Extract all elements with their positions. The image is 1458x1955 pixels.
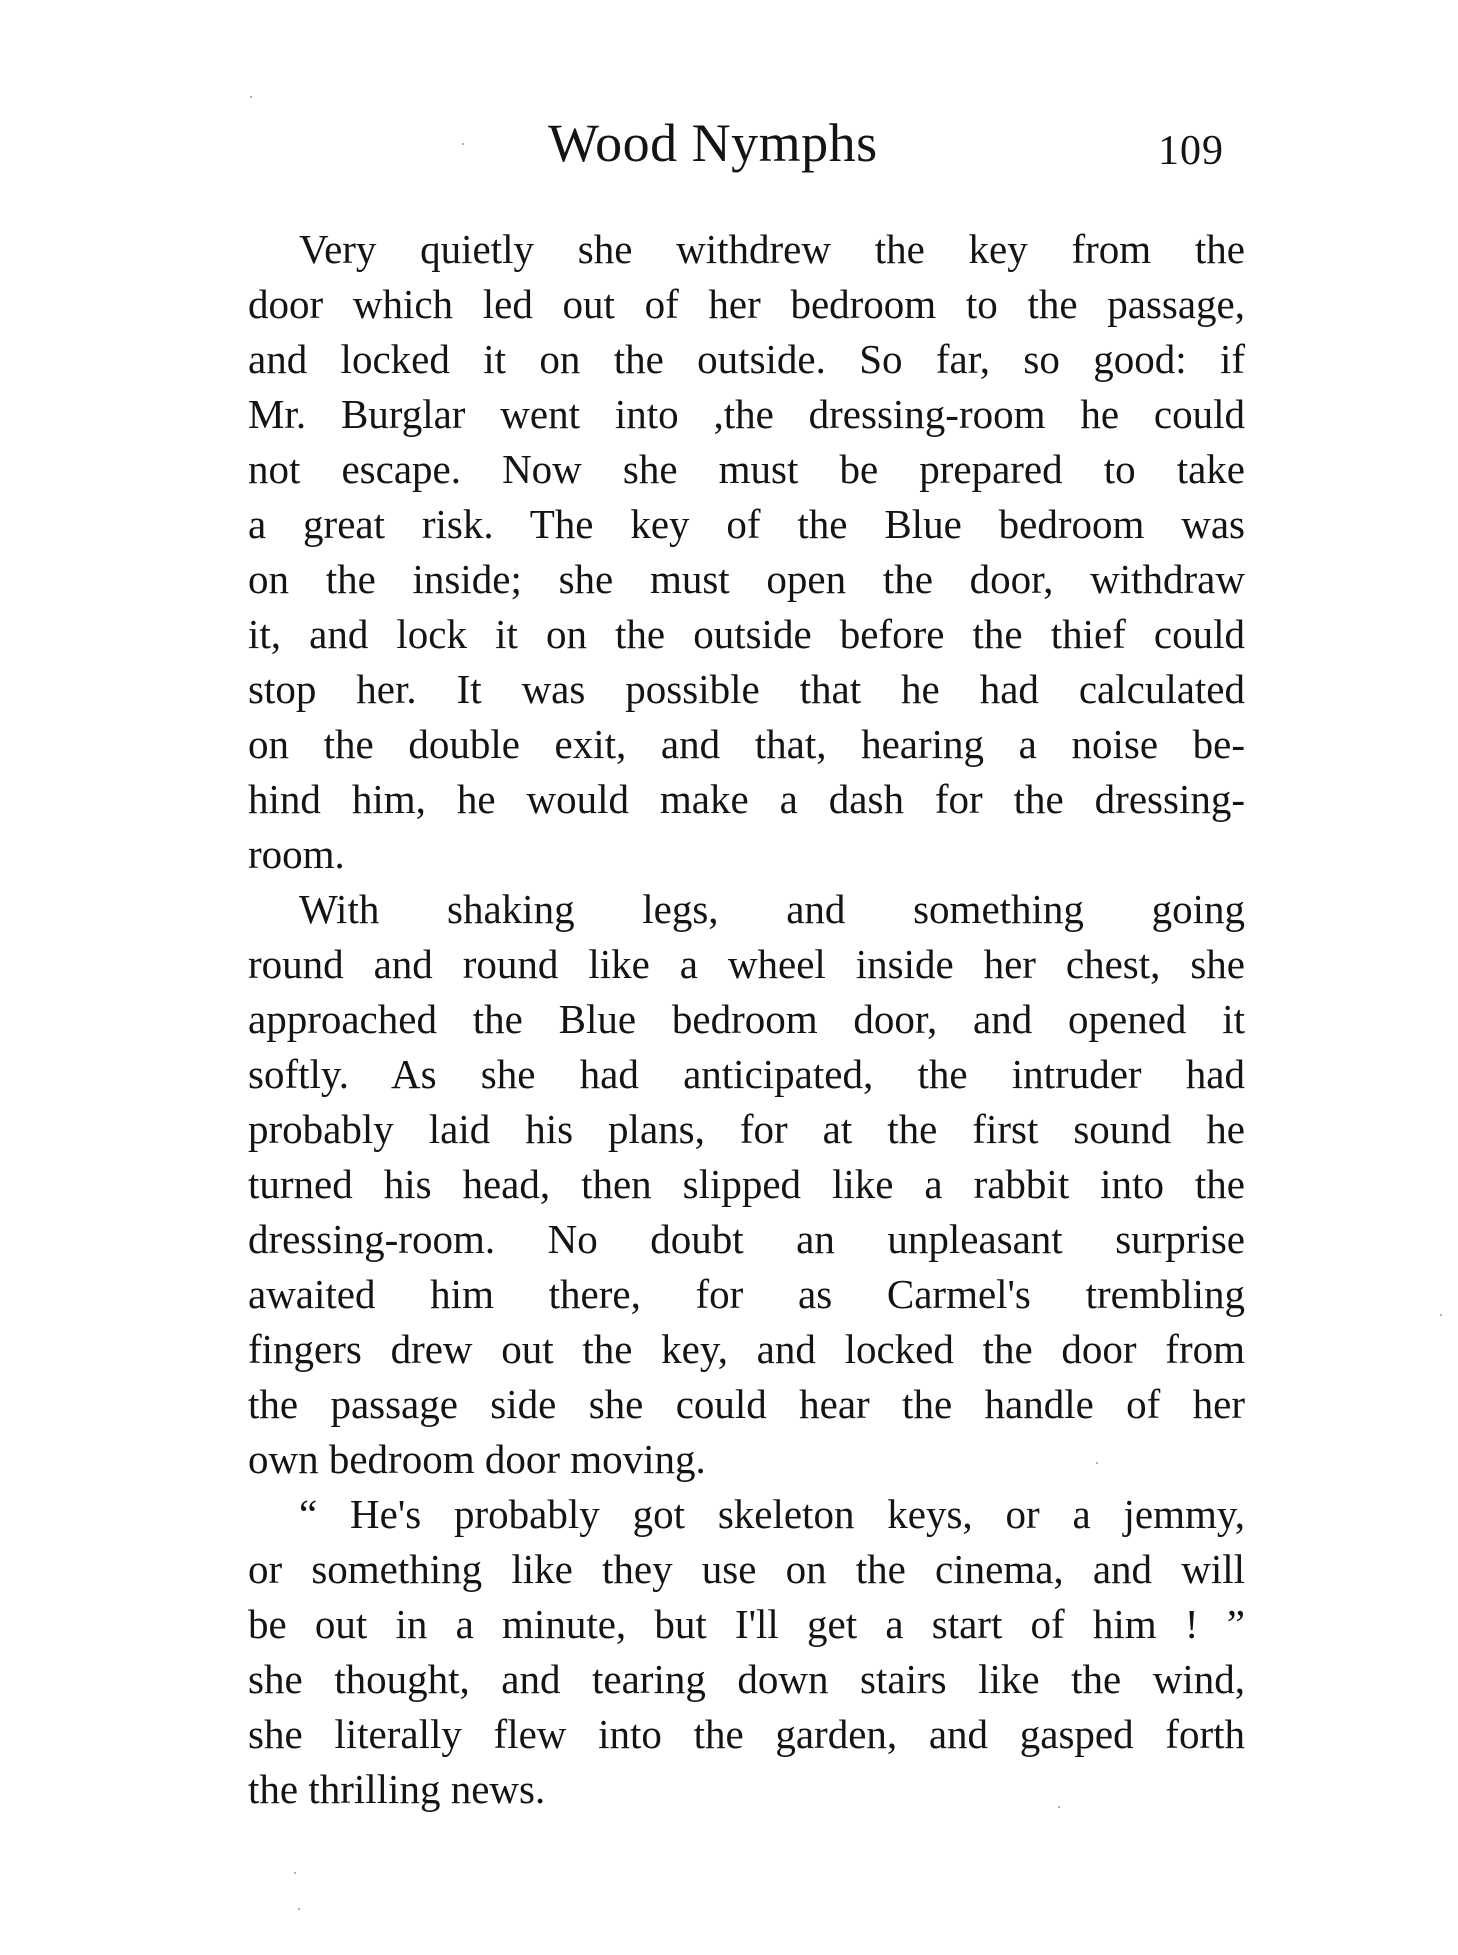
text-line: approached the Blue bedroom door, and opened it: [248, 996, 1245, 1042]
scan-speck: [462, 143, 464, 145]
text-line: a great risk. The key of the Blue bedroom was: [248, 501, 1245, 547]
scan-speck: [1440, 1314, 1442, 1316]
paragraph-1: [248, 222, 1245, 882]
text-line: hind him, he would make a dash for the dressing-: [248, 776, 1245, 822]
text-line: room.: [248, 831, 345, 877]
page-number: 109: [1158, 128, 1224, 174]
paragraph-3: [248, 1487, 1245, 1817]
text-line: stop her. It was possible that he had calculated: [248, 666, 1245, 712]
text-line: “ He's probably got skeleton keys, or a jemmy,: [299, 1491, 1245, 1537]
text-line: dressing-room. No doubt an unpleasant surprise: [248, 1216, 1245, 1262]
text-line: With shaking legs, and something going: [299, 886, 1245, 932]
text-line: the passage side she could hear the handle of her: [248, 1381, 1245, 1427]
text-line: on the double exit, and that, hearing a noise be-: [248, 721, 1245, 767]
text-line: the thrilling news.: [248, 1766, 546, 1812]
text-line: Very quietly she withdrew the key from the: [299, 226, 1245, 272]
running-title: Wood Nymphs: [548, 113, 878, 173]
text-line: own bedroom door moving.: [248, 1436, 706, 1482]
text-line: or something like they use on the cinema, and will: [248, 1546, 1245, 1592]
text-line: Mr. Burglar went into ,the dressing-room he could: [248, 391, 1245, 437]
text-line: it, and lock it on the outside before the thief could: [248, 611, 1245, 657]
text-line: round and round like a wheel inside her chest, she: [248, 941, 1245, 987]
scan-speck: [294, 1872, 296, 1874]
scan-speck: [250, 96, 252, 98]
text-line: she thought, and tearing down stairs like the wind,: [248, 1656, 1245, 1702]
body-text: [248, 222, 1245, 1817]
scan-speck: [298, 1908, 300, 1910]
text-line: awaited him there, for as Carmel's trembling: [248, 1271, 1245, 1317]
text-line: door which led out of her bedroom to the passage,: [248, 281, 1245, 327]
text-line: turned his head, then slipped like a rabbit into the: [248, 1161, 1245, 1207]
text-line: fingers drew out the key, and locked the door from: [248, 1326, 1245, 1372]
scan-speck: [1058, 1806, 1060, 1808]
text-line: probably laid his plans, for at the first sound he: [248, 1106, 1245, 1152]
text-line: not escape. Now she must be prepared to take: [248, 446, 1245, 492]
text-line: she literally flew into the garden, and gasped forth: [248, 1711, 1245, 1757]
text-line: on the inside; she must open the door, withdraw: [248, 556, 1245, 602]
text-line: and locked it on the outside. So far, so good: if: [248, 336, 1245, 382]
text-line: be out in a minute, but I'll get a start of him ! ”: [248, 1601, 1245, 1647]
text-line: softly. As she had anticipated, the intruder had: [248, 1051, 1245, 1097]
scan-speck: [1096, 1462, 1098, 1464]
paragraph-2: [248, 882, 1245, 1487]
